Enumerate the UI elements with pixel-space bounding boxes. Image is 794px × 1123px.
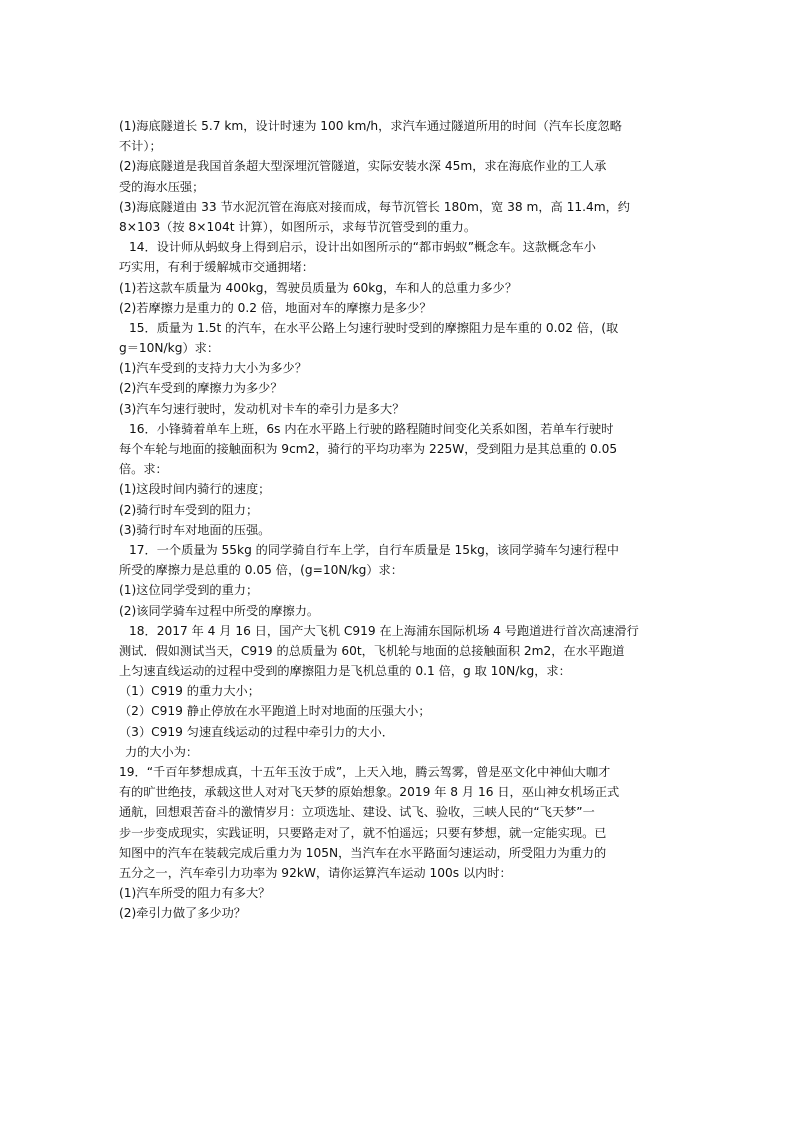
text-line: (2)海底隧道是我国首条超大型深埋沉管隧道，实际安装水深 45m，求在海底作业的工人承	[119, 159, 607, 174]
text-line: (3)海底隧道由 33 节水泥沉管在海底对接而成，每节沉管长 180m，宽 38 m，高 11.4m，约	[119, 199, 630, 214]
question-18-heading: 18．2017 年 4 月 16 日，国产大飞机 C919 在上海浦东国际机场 4 号跑道进行首次高速滑行	[129, 623, 639, 638]
text-line: (3)汽车匀速行驶时，发动机对卡车的牵引力是多大？	[119, 401, 405, 416]
text-line: （3）C919 匀速直线运动的过程中牵引力的大小．	[119, 724, 394, 739]
question-16-heading: 16．小锋骑着单车上班，6s 内在水平路上行驶的路程随时间变化关系如图，若单车行驶时	[129, 421, 614, 436]
question-17-heading: 17．一个质量为 55kg 的同学骑自行车上学，自行车质量是 15kg，该同学骑车匀速行程中	[129, 542, 619, 557]
text-line: (2)骑行时车受到的阻力；	[119, 502, 259, 517]
text-line: （1）C919 的重力大小；	[119, 684, 260, 699]
text-line: 所受的摩擦力是总重的 0.05 倍，(g=10N/kg）求：	[119, 563, 403, 578]
text-line: (1)这段时间内骑行的速度；	[119, 482, 271, 497]
text-line: 不计）；	[119, 139, 162, 154]
text-line: 五分之一，汽车牵引力功率为 92kW，请你运算汽车运动 100s 以内时：	[119, 865, 512, 880]
text-line: (2)若摩擦力是重力的 0.2 倍，地面对车的摩擦力是多少？	[119, 300, 432, 315]
text-line: (1)这位同学受到的重力；	[119, 583, 259, 598]
text-line: 通航，回想艰苦奋斗的激情岁月：立项选址、建设、试飞、验收，三峡人民的“飞天梦”一	[119, 805, 595, 820]
text-line: (2)牵引力做了多少功？	[119, 906, 246, 921]
text-line: (1)汽车所受的阻力有多大？	[119, 886, 271, 901]
text-line: 每个车轮与地面的接触面积为 9cm2，骑行的平均功率为 225W，受到阻力是其总重的 0.05	[119, 442, 618, 456]
text-line: 步一步变成现实，实践证明，只要路走对了，就不怕遥远；只要有梦想，就一定能实现。已	[119, 825, 607, 840]
text-line: g＝10N/kg）求：	[119, 341, 220, 356]
text-line: 上匀速直线运动的过程中受到的摩擦阻力是飞机总重的 0.1 倍，g 取 10N/kg，求：	[119, 664, 571, 679]
question-15-heading: 15．质量为 1.5t 的汽车，在水平公路上匀速行驶时受到的摩擦阻力是车重的 0.02 倍，(取	[129, 320, 619, 335]
text-line: 巧实用，有利于缓解城市交通拥堵：	[119, 260, 314, 275]
text-line: 知图中的汽车在装载完成后重力为 105N，当汽车在水平路面匀速运动，所受阻力为重力的	[119, 845, 607, 860]
question-19-heading: 19．“千百年梦想成真，十五年玉汝于成”，上天入地，腾云驾雾，曾是巫文化中神仙大咖才	[119, 765, 611, 779]
text-line: 倍。求：	[119, 462, 168, 477]
text-line: 有的旷世绝技，承载这世人对对飞天梦的原始想象。2019 年 8 月 16 日，巫山神女机场正式	[119, 785, 620, 800]
text-line: 受的海水压强；	[119, 179, 205, 194]
text-line: (1)若这款车质量为 400kg，驾驶员质量为 60kg，车和人的总重力多少？	[119, 280, 518, 295]
question-14-heading: 14．设计师从蚂蚁身上得到启示，设计出如图所示的“都市蚂蚁”概念车。这款概念车小	[129, 240, 596, 255]
text-line: 测试．假如测试当天，C919 的总质量为 60t，飞机轮与地面的总接触面积 2m2，在水平跑道	[119, 643, 625, 658]
text-line: (2)该同学骑车过程中所受的摩擦力。	[119, 603, 320, 618]
text-line: (1)汽车受到的支持力大小为多少？	[119, 361, 307, 376]
document-body	[119, 116, 679, 924]
text-line: （2）C919 静止停放在水平跑道上时对地面的压强大小；	[119, 704, 431, 719]
text-line: (2)汽车受到的摩擦力为多少？	[119, 381, 283, 396]
text-line: 8×103（按 8×104t 计算），如图所示，求每节沉管受到的重力。	[119, 219, 477, 234]
text-line: (3)骑行时车对地面的压强。	[119, 522, 271, 537]
text-line: 力的大小为：	[125, 744, 199, 759]
text-line: (1)海底隧道长 5.7 km，设计时速为 100 km/h，求汽车通过隧道所用的时间（汽车长度忽略	[119, 119, 622, 133]
